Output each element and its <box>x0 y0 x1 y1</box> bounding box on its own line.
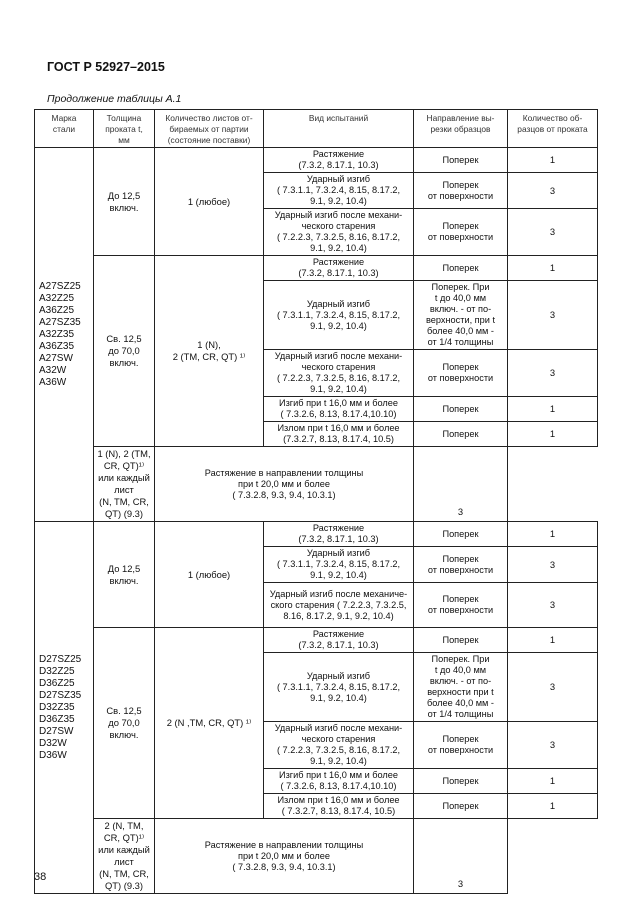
specimen-count-cell: 3 <box>508 653 598 722</box>
cell-line: Поперек <box>442 734 479 744</box>
cell-line: ( 7.3.1.1, 7.3.2.4, 8.15, 8.17.2, <box>276 309 401 320</box>
cell-line: Поперек <box>442 594 479 604</box>
cell-line: 1 (любое) <box>187 195 231 207</box>
cell-line: Растяжение в направлении толщины <box>204 467 364 478</box>
table-row <box>35 447 598 522</box>
cell-line: Вид испытаний <box>308 113 369 123</box>
sheet-count-cell <box>94 819 155 894</box>
table-row <box>35 256 598 281</box>
cell-line: Изгиб при t 16,0 мм и более <box>278 398 399 408</box>
cut-direction-cell <box>414 794 508 819</box>
specimen-count-cell: 1 <box>508 794 598 819</box>
cell-line: (7.3.2, 8.17.1, 10.3) <box>298 640 379 650</box>
cell-line: от поверхности <box>427 232 494 242</box>
cell-line: Поперек <box>442 553 479 564</box>
cell-line: Количество об- <box>522 113 583 123</box>
test-requirements-table <box>34 109 598 894</box>
cell-line: Поперек <box>442 528 479 539</box>
cell-line: Ударный изгиб <box>306 298 371 309</box>
cell-line: включ. <box>109 201 139 213</box>
cell-line: Марка <box>51 113 77 123</box>
cell-line: Растяжение <box>312 149 365 159</box>
cell-line: D36Z25 <box>39 677 75 689</box>
sheet-count-cell <box>94 447 155 522</box>
cell-line: Растяжение <box>312 257 365 267</box>
cell-line: от поверхности <box>427 373 494 383</box>
cut-direction-cell <box>414 722 508 769</box>
cell-line: от 1/4 толщины <box>427 337 494 347</box>
table-row <box>35 628 598 653</box>
specimen-count-cell: 3 <box>508 281 598 350</box>
cell-line: при t 20,0 мм и более <box>238 850 330 861</box>
cell-line: Ударный изгиб после механиче- <box>269 588 408 599</box>
cell-line: (7.3.2, 8.17.1, 10.3) <box>298 268 379 278</box>
cell-line: верхности при t <box>427 687 494 697</box>
cut-direction-cell <box>414 769 508 794</box>
cell-line: ского старения ( 7.2.2.3, 7.3.2.5, <box>270 599 407 610</box>
cell-line: A32W <box>39 364 67 376</box>
cell-line: ( 7.2.2.3, 7.3.2.5, 8.16, 8.17.2, <box>276 232 401 242</box>
cell-line: включ. <box>109 357 139 368</box>
cell-line: ( 7.2.2.3, 7.3.2.5, 8.16, 8.17.2, <box>276 745 401 755</box>
cell-line: t до 40,0 мм <box>434 665 487 675</box>
col-header-test-type <box>264 110 414 148</box>
cell-line: ( 7.3.2.8, 9.3, 9.4, 10.3.1) <box>232 861 336 872</box>
cell-line: ( 7.3.1.1, 7.3.2.4, 8.15, 8.17.2, <box>276 681 401 692</box>
test-type-cell <box>264 547 414 583</box>
page-number: 38 <box>34 871 47 883</box>
cell-line: включ. <box>109 574 139 586</box>
cell-line: (N, TM, CR, QT) (9.3) <box>99 868 149 891</box>
sheet-count-cell <box>155 522 264 628</box>
cell-line: A36W <box>39 376 67 388</box>
cell-line: (7.3.2, 8.17.1, 10.3) <box>298 534 379 544</box>
cell-line: D27SZ25 <box>39 653 82 665</box>
cell-line: A27SZ25 <box>39 280 81 292</box>
cell-line: 9.1, 9.2, 10.4) <box>310 384 367 394</box>
cell-line: 9.1, 9.2, 10.4) <box>310 320 367 331</box>
cell-line: t до 40,0 мм <box>434 293 487 303</box>
cell-line: верхности, при t <box>425 315 496 325</box>
col-header-thickness <box>94 110 155 148</box>
test-type-cell <box>264 522 414 547</box>
cell-line: включ. - от по- <box>429 676 492 686</box>
cut-direction-cell <box>414 148 508 173</box>
cell-line: D27SW <box>39 725 74 737</box>
cell-line: Толщина <box>106 113 142 123</box>
test-type-cell <box>264 653 414 722</box>
cell-line: Св. 12,5 <box>106 705 142 716</box>
cell-line: ческого старения <box>301 734 376 744</box>
cell-line: стали <box>52 124 76 134</box>
cut-direction-cell <box>414 281 508 350</box>
cell-line: Изгиб при t 16,0 мм и более <box>278 770 399 780</box>
cell-line: Поперек <box>442 775 479 786</box>
cell-line: ( 7.3.2.6, 8.13, 8.17.4,10.10) <box>280 781 397 791</box>
cell-line: A32Z35 <box>39 328 75 340</box>
specimen-count-cell: 3 <box>508 209 598 256</box>
table-body <box>35 148 598 894</box>
cell-line: резки образцов <box>430 124 491 134</box>
cell-line: проката t, <box>105 124 143 134</box>
document-code: ГОСТ Р 52927–2015 <box>47 60 165 74</box>
cut-direction-cell <box>414 350 508 397</box>
cell-line: или каждый лист <box>98 472 150 495</box>
cell-line: Поперек <box>442 262 479 273</box>
cell-line: 9.1, 9.2, 10.4) <box>310 570 367 580</box>
cell-line: 9.1, 9.2, 10.4) <box>310 756 367 766</box>
cell-line: от поверхности <box>427 605 494 615</box>
test-type-cell <box>264 281 414 350</box>
cell-line: от поверхности <box>427 190 494 201</box>
cell-line: 1 (любое) <box>187 568 231 580</box>
cell-line: Поперек <box>442 800 479 811</box>
specimen-count-cell: 3 <box>414 819 508 894</box>
cell-line: 9.1, 9.2, 10.4) <box>310 243 367 253</box>
cell-line: A27SZ35 <box>39 316 81 328</box>
cell-line: A27SW <box>39 352 73 364</box>
cell-line: 9.1, 9.2, 10.4) <box>310 692 367 703</box>
cell-line: Поперек. При <box>431 282 490 292</box>
cell-line: (N, TM, CR, QT) (9.3) <box>99 496 149 519</box>
thickness-cell <box>94 256 155 447</box>
specimen-count-cell: 1 <box>508 148 598 173</box>
cut-direction-cell <box>414 397 508 422</box>
specimen-count-cell: 1 <box>508 628 598 653</box>
test-type-cell <box>264 422 414 447</box>
cell-line: D32Z25 <box>39 665 75 677</box>
cell-line: при t 20,0 мм и более <box>238 478 330 489</box>
cell-line: (состояние поставки) <box>167 135 251 145</box>
specimen-count-cell: 3 <box>508 583 598 628</box>
cell-line: Поперек <box>442 428 479 439</box>
cell-line: Ударный изгиб <box>306 548 371 558</box>
test-type-cell <box>264 397 414 422</box>
specimen-count-cell: 3 <box>508 350 598 397</box>
specimen-count-cell: 1 <box>508 522 598 547</box>
cell-line: До 12,5 <box>107 562 141 574</box>
cell-line: 2 (TM, CR, QT) ¹⁾ <box>172 351 246 362</box>
cell-line: 2 (N, TM, CR, QT)¹⁾ <box>103 820 145 843</box>
cut-direction-cell <box>414 256 508 281</box>
cell-line: разцов от проката <box>517 124 588 134</box>
specimen-count-cell: 1 <box>508 422 598 447</box>
cell-line: Св. 12,5 <box>106 333 142 344</box>
col-header-sheets <box>155 110 264 148</box>
sheet-count-cell <box>155 628 264 819</box>
cut-direction-cell <box>414 422 508 447</box>
cell-line: 2 (N ,TM, CR, QT) ¹⁾ <box>166 717 252 728</box>
cell-line: до 70,0 <box>108 717 140 728</box>
test-type-cell <box>264 628 414 653</box>
steel-grade-cell <box>35 148 94 522</box>
thickness-cell <box>94 522 155 628</box>
cell-line: Поперек <box>442 179 479 190</box>
cell-line: 8.16, 8.17.2, 9.1, 9.2, 10.4) <box>283 610 394 621</box>
test-type-cell <box>264 350 414 397</box>
cell-line: ( 7.3.2.7, 8.13, 8.17.4, 10.5) <box>281 806 396 816</box>
cell-line: Ударный изгиб после механи- <box>274 351 403 361</box>
cell-line: ( 7.3.1.1, 7.3.2.4, 8.15, 8.17.2, <box>276 559 401 569</box>
test-type-cell <box>155 819 414 894</box>
cell-line: Поперек <box>442 362 479 372</box>
specimen-count-cell: 3 <box>508 547 598 583</box>
cell-line: от поверхности <box>427 564 494 575</box>
cell-line: ческого старения <box>301 221 376 231</box>
cut-direction-cell <box>414 628 508 653</box>
test-type-cell <box>264 256 414 281</box>
cell-line: D32Z35 <box>39 701 75 713</box>
cell-line: от 1/4 толщины <box>427 709 494 719</box>
cell-line: или каждый лист <box>98 844 150 867</box>
sheet-count-cell <box>155 256 264 447</box>
cell-line: D36W <box>39 749 67 761</box>
cell-line: Количество листов от- <box>165 113 253 123</box>
cell-line: 1 (N), <box>197 339 221 350</box>
cell-line: Растяжение <box>312 523 365 533</box>
cut-direction-cell <box>414 522 508 547</box>
cell-line: Поперек <box>442 154 479 165</box>
cell-line: Излом при t 16,0 мм и более <box>277 423 400 433</box>
cell-line: Поперек <box>442 221 479 231</box>
specimen-count-cell: 1 <box>508 256 598 281</box>
cell-line: более 40,0 мм - <box>427 698 494 708</box>
cut-direction-cell <box>414 173 508 209</box>
cut-direction-cell <box>414 547 508 583</box>
cell-line: D32W <box>39 737 67 749</box>
specimen-count-cell: 1 <box>508 397 598 422</box>
cut-direction-cell <box>414 583 508 628</box>
cell-line: A36Z25 <box>39 304 75 316</box>
cell-line: (7.3.2, 8.17.1, 10.3) <box>298 160 379 170</box>
test-type-cell <box>264 173 414 209</box>
cut-direction-cell <box>414 209 508 256</box>
cell-line: ( 7.2.2.3, 7.3.2.5, 8.16, 8.17.2, <box>276 373 401 383</box>
specimen-count-cell: 3 <box>508 173 598 209</box>
thickness-cell <box>94 628 155 819</box>
test-type-cell <box>264 769 414 794</box>
cell-line: Ударный изгиб <box>306 670 371 681</box>
cell-line: 1 (N), 2 (TM, CR, QT)¹⁾ <box>97 448 151 471</box>
col-header-grade <box>35 110 94 148</box>
cell-line: включ. <box>109 729 139 740</box>
specimen-count-cell: 3 <box>414 447 508 522</box>
cell-line: Поперек <box>442 403 479 414</box>
cell-line: ( 7.3.1.1, 7.3.2.4, 8.15, 8.17.2, <box>276 185 401 195</box>
table-row <box>35 522 598 547</box>
test-type-cell <box>155 447 414 522</box>
specimen-count-cell: 1 <box>508 769 598 794</box>
table-row <box>35 819 598 894</box>
table-header-row <box>35 110 598 148</box>
cell-line: бираемых от партии <box>169 124 249 134</box>
cell-line: Растяжение <box>312 629 365 639</box>
sheet-count-cell <box>155 148 264 256</box>
table-row <box>35 148 598 173</box>
cell-line: Излом при t 16,0 мм и более <box>277 795 400 805</box>
table-caption: Продолжение таблицы А.1 <box>47 93 182 105</box>
test-type-cell <box>264 794 414 819</box>
cell-line: D36Z35 <box>39 713 75 725</box>
thickness-cell <box>94 148 155 256</box>
test-type-cell <box>264 148 414 173</box>
cell-line: (7.3.2.7, 8.13, 8.17.4, 10.5) <box>283 434 394 444</box>
cell-line: Поперек <box>442 634 479 645</box>
cell-line: от поверхности <box>427 745 494 755</box>
cell-line: ( 7.3.2.8, 9.3, 9.4, 10.3.1) <box>232 489 336 500</box>
cell-line: более 40,0 мм - <box>427 326 494 336</box>
col-header-direction <box>414 110 508 148</box>
cell-line: A32Z25 <box>39 292 75 304</box>
steel-grade-cell <box>35 522 94 894</box>
cell-line: Ударный изгиб после механи- <box>274 723 403 733</box>
cell-line: D27SZ35 <box>39 689 82 701</box>
col-header-count <box>508 110 598 148</box>
cell-line: Направление вы- <box>426 113 495 123</box>
cut-direction-cell <box>414 653 508 722</box>
specimen-count-cell: 3 <box>508 722 598 769</box>
cell-line: Поперек. При <box>431 654 490 664</box>
cell-line: Ударный изгиб после механи- <box>274 210 403 220</box>
cell-line: A36Z35 <box>39 340 75 352</box>
test-type-cell <box>264 583 414 628</box>
test-type-cell <box>264 722 414 769</box>
cell-line: до 70,0 <box>108 345 140 356</box>
cell-line: 9.1, 9.2, 10.4) <box>310 196 367 206</box>
cell-line: включ. - от по- <box>429 304 492 314</box>
cell-line: Растяжение в направлении толщины <box>204 839 364 850</box>
cell-line: ( 7.3.2.6, 8.13, 8.17.4,10.10) <box>280 409 397 419</box>
cell-line: мм <box>118 135 130 145</box>
cell-line: До 12,5 <box>107 189 141 201</box>
cell-line: Ударный изгиб <box>306 174 371 184</box>
test-type-cell <box>264 209 414 256</box>
cell-line: ческого старения <box>301 362 376 372</box>
